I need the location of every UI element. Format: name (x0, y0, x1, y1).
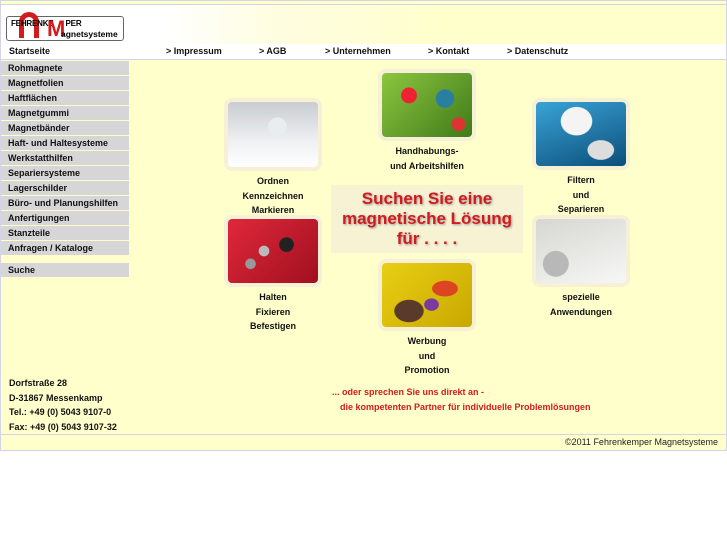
nav-impressum[interactable]: > Impressum (166, 46, 222, 56)
sidebar-item-magnetbaender[interactable]: Magnetbänder (1, 121, 129, 136)
sidebar (1, 61, 129, 278)
tile-organize[interactable]: Ordnen Kennzeichnen Markieren (223, 98, 323, 218)
holding-magnets-image (224, 215, 322, 287)
sidebar-item-lagerschilder[interactable]: Lagerschilder (1, 181, 129, 196)
copyright: ©2011 Fehrenkemper Magnetsysteme (564, 437, 718, 447)
tile-special[interactable]: spezielle Anwendungen (531, 215, 631, 319)
contact-promo: ... oder sprechen Sie uns direkt an - die kompetenten Partner für individuelle Problemlösungen (332, 387, 591, 412)
sidebar-item-buero[interactable]: Büro- und Planungshilfen (1, 196, 129, 211)
sidebar-item-haltesysteme[interactable]: Haft- und Haltesysteme (1, 136, 129, 151)
nav-datenschutz[interactable]: > Datenschutz (507, 46, 569, 56)
sidebar-item-haftflaechen[interactable]: Haftflächen (1, 91, 129, 106)
logo[interactable]: FEHRENKE PER M agnetsysteme (6, 16, 124, 41)
sidebar-item-stanzteile[interactable]: Stanzteile (1, 226, 129, 241)
whiteboard-image (224, 98, 322, 171)
handling-tools-image (378, 69, 476, 141)
sidebar-item-suche[interactable]: Suche (1, 263, 129, 278)
footer-divider (1, 434, 726, 435)
sidebar-item-rohmagnete[interactable]: Rohmagnete (1, 61, 129, 76)
tile-handling[interactable]: Handhabungs- und Arbeitshilfen (377, 69, 477, 173)
company-address: Dorfstraße 28 D-31867 Messenkamp Tel.: +49 (0) 5043 9107-0 Fax: +49 (0) 5043 9107-32 (9, 378, 117, 432)
nav-kontakt[interactable]: > Kontakt (428, 46, 470, 56)
tile-hold[interactable]: Halten Fixieren Befestigen (223, 215, 323, 334)
tile-filter[interactable]: Filtern und Separieren (531, 98, 631, 217)
sidebar-item-anfertigungen[interactable]: Anfertigungen (1, 211, 129, 226)
sidebar-item-magnetgummi[interactable]: Magnetgummi (1, 106, 129, 121)
header-band (163, 5, 726, 44)
sidebar-item-magnetfolien[interactable]: Magnetfolien (1, 76, 129, 91)
filter-products-image (532, 98, 630, 170)
nav-startseite[interactable]: Startseite (9, 46, 51, 56)
top-nav (1, 44, 726, 60)
special-applications-image (532, 215, 630, 287)
sidebar-item-werkstatthilfen[interactable]: Werkstatthilfen (1, 151, 129, 166)
tile-ads[interactable]: Werbung und Promotion (377, 259, 477, 378)
header (1, 5, 726, 44)
promotion-magnets-image (378, 259, 476, 331)
sidebar-item-anfragen[interactable]: Anfragen / Kataloge (1, 241, 129, 256)
sidebar-item-separiersysteme[interactable]: Separiersysteme (1, 166, 129, 181)
nav-unternehmen[interactable]: > Unternehmen (325, 46, 391, 56)
nav-agb[interactable]: > AGB (259, 46, 287, 56)
headline-banner: Suchen Sie eine magnetische Lösung für . . . . (331, 185, 523, 253)
